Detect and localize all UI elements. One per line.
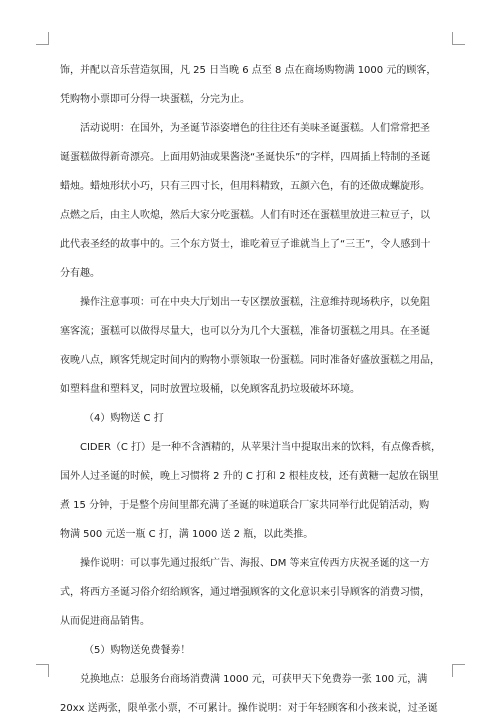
text-line: 蜡烛。蜡烛形状小巧，只有三四寸长，但用料精致，五颜六色，有的还做成螺旋形。 — [60, 181, 430, 192]
text-line: 凭购物小票即可分得一块蛋糕，分完为止。 — [60, 94, 250, 105]
text-line: 从而促进商品销售。 — [60, 616, 150, 627]
text-line: 国外人过圣诞的时候，晚上习惯将 2 升的 C 打和 2 根桂皮枝，还有黄糖一起放在锅里 — [60, 471, 439, 482]
text-line: 式，将西方圣诞习俗介绍给顾客，通过增强顾客的文化意识来引导顾客的消费习惯， — [60, 587, 430, 598]
text-line: 诞蛋糕做得新奇漂亮。上面用奶油或果酱浇“圣诞快乐”的字样，四周插上特制的圣诞 — [60, 152, 431, 163]
paragraph-cider: CIDER（C 打）是一种不含酒精的，从苹果汁当中提取出来的饮料，有点像香槟， — [80, 442, 442, 453]
paragraph-operation-description: 操作说明：可以事先通过报纸广告、海报、DM 等来宣传西方庆祝圣诞的这一方 — [80, 558, 430, 569]
paragraph-activity-description: 活动说明：在国外，为圣诞节添姿增色的往往还有美味圣诞蛋糕。人们常常把圣 — [80, 123, 430, 134]
text-line: 塞客流；蛋糕可以做得尽量大，也可以分为几个大蛋糕，准备切蛋糕之用具。在圣诞 — [60, 326, 430, 337]
paragraph-operation-notes: 操作注意事项：可在中央大厅划出一专区摆放蛋糕，注意维持现场秩序，以免阻 — [80, 297, 430, 308]
page-corner-mark-top-left — [36, 32, 49, 45]
section-heading-cider: （4）购物送 C 打 — [84, 413, 164, 424]
text-line: 物满 500 元送一瓶 C 打，满 1000 送 2 瓶，以此类推。 — [60, 529, 314, 540]
text-line: 此代表圣经的故事中的。三个东方贤士，谁吃着豆子谁就当上了“三王”，令人感到十 — [60, 239, 431, 250]
section-heading-meal-voucher: （5）购物送免费餐劵！ — [84, 645, 191, 656]
text-line: 分有趣。 — [60, 268, 100, 279]
text-line: 煮 15 分钟，于是整个房间里都充满了圣诞的味道联合厂家共同举行此促销活动，购 — [60, 500, 430, 511]
page-corner-mark-bottom-left — [36, 664, 49, 677]
text-line: 如塑料盘和塑料叉，同时放置垃圾桶，以免顾客乱扔垃圾破坏环境。 — [60, 384, 360, 395]
page-corner-mark-top-right — [452, 32, 465, 45]
text-line: 饰，并配以音乐营造氛围，凡 25 日当晚 6 点至 8 点在商场购物满 1000 元的顾客， — [60, 65, 437, 76]
text-line: 点燃之后，由主人吹熄，然后大家分吃蛋糕。人们有时还在蛋糕里放进三粒豆子，以 — [60, 210, 430, 221]
text-line: 夜晚八点，顾客凭规定时间内的购物小票领取一份蛋糕。同时准备好盛放蛋糕之用品， — [60, 355, 440, 366]
page-corner-mark-bottom-right — [452, 664, 465, 677]
text-line: 20xx 送两张，限单张小票，不可累计。操作说明：对于年轻顾客和小孩来说，过圣诞 — [60, 703, 438, 714]
paragraph-exchange-location: 兑换地点：总服务台商场消费满 1000 元，可获甲天下免费券一张 100 元，满 — [80, 674, 428, 685]
